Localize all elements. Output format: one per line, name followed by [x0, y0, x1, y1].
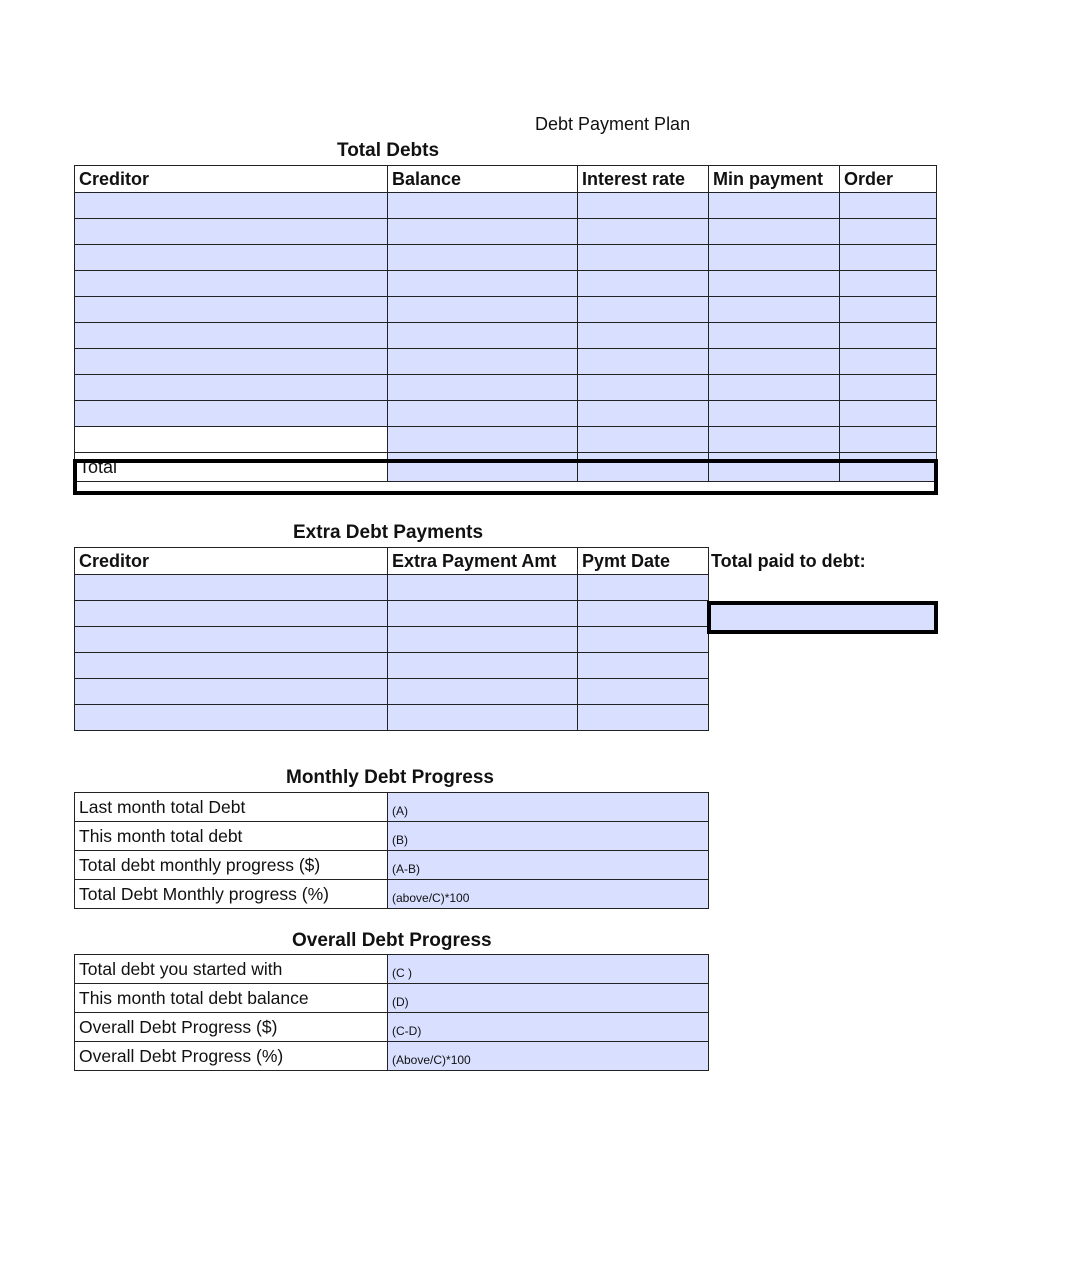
creditor-cell[interactable]: [75, 349, 388, 375]
column-header-pymt-date: Pymt Date: [578, 548, 709, 575]
total-row: [75, 453, 937, 482]
creditor-cell[interactable]: [75, 705, 388, 731]
balance-cell[interactable]: [388, 401, 578, 427]
order-cell[interactable]: [840, 323, 937, 349]
table-row: [75, 653, 709, 679]
progress-value-cell[interactable]: (A): [388, 793, 709, 822]
min-payment-cell[interactable]: [709, 271, 840, 297]
total-debts-table: [74, 165, 937, 482]
table-row: [75, 1013, 709, 1042]
min-payment-cell[interactable]: [709, 375, 840, 401]
progress-value-cell[interactable]: (above/C)*100: [388, 880, 709, 909]
table-row: [75, 822, 709, 851]
total-debts-title: Total Debts: [337, 140, 440, 161]
balance-cell[interactable]: [388, 219, 578, 245]
order-cell[interactable]: [840, 271, 937, 297]
creditor-cell[interactable]: [75, 297, 388, 323]
column-header-creditor: Creditor: [75, 548, 388, 575]
progress-value-cell[interactable]: (C ): [388, 955, 709, 984]
extra-payment-amt-cell[interactable]: [388, 705, 578, 731]
min-payment-cell[interactable]: [709, 219, 840, 245]
extra-payment-amt-cell[interactable]: [388, 679, 578, 705]
pymt-date-cell[interactable]: [578, 653, 709, 679]
total-interest-rate-cell[interactable]: [578, 453, 709, 482]
progress-value-cell[interactable]: (C-D): [388, 1013, 709, 1042]
creditor-cell[interactable]: [75, 679, 388, 705]
order-cell[interactable]: [840, 401, 937, 427]
progress-label: This month total debt: [75, 822, 388, 851]
progress-label: Total debt you started with: [75, 955, 388, 984]
balance-cell[interactable]: [388, 245, 578, 271]
min-payment-cell[interactable]: [709, 401, 840, 427]
order-cell[interactable]: [840, 219, 937, 245]
interest-rate-cell[interactable]: [578, 271, 709, 297]
table-row: [75, 880, 709, 909]
extra-payments-title: Extra Debt Payments: [293, 522, 484, 543]
interest-rate-cell[interactable]: [578, 219, 709, 245]
table-row: [75, 297, 937, 323]
progress-label: Overall Debt Progress (%): [75, 1042, 388, 1071]
creditor-cell[interactable]: [75, 401, 388, 427]
balance-cell[interactable]: [388, 349, 578, 375]
table-row: [75, 793, 709, 822]
balance-cell[interactable]: [388, 193, 578, 219]
balance-cell[interactable]: [388, 271, 578, 297]
table-row: [75, 193, 937, 219]
table-row: [75, 349, 937, 375]
table-row: [75, 705, 709, 731]
progress-value-cell[interactable]: (A-B): [388, 851, 709, 880]
table-row: [75, 679, 709, 705]
table-row: [75, 1042, 709, 1071]
total-min-payment-cell[interactable]: [709, 453, 840, 482]
balance-cell[interactable]: [388, 323, 578, 349]
progress-label: Total Debt Monthly progress (%): [75, 880, 388, 909]
table-row: [75, 575, 709, 601]
column-header-balance: Balance: [388, 166, 578, 193]
creditor-cell[interactable]: [75, 601, 388, 627]
extra-payment-amt-cell[interactable]: [388, 627, 578, 653]
table-row: [75, 271, 937, 297]
total-label: Total: [75, 453, 388, 482]
order-cell[interactable]: [840, 427, 937, 453]
extra-payment-amt-cell[interactable]: [388, 601, 578, 627]
column-header-interest-rate: Interest rate: [578, 166, 709, 193]
monthly-progress-table: [74, 792, 709, 909]
interest-rate-cell[interactable]: [578, 401, 709, 427]
table-row: [75, 323, 937, 349]
creditor-cell[interactable]: [75, 375, 388, 401]
creditor-cell[interactable]: [75, 627, 388, 653]
progress-label: Total debt monthly progress ($): [75, 851, 388, 880]
creditor-cell[interactable]: [75, 271, 388, 297]
total-paid-field[interactable]: [707, 601, 938, 634]
total-balance-cell[interactable]: [388, 453, 578, 482]
table-row: [75, 375, 937, 401]
column-header-extra-payment-amt: Extra Payment Amt: [388, 548, 578, 575]
creditor-cell[interactable]: [75, 575, 388, 601]
column-header-min-payment: Min payment: [709, 166, 840, 193]
interest-rate-cell[interactable]: [578, 427, 709, 453]
column-header-order: Order: [840, 166, 937, 193]
creditor-cell[interactable]: [75, 323, 388, 349]
progress-label: This month total debt balance: [75, 984, 388, 1013]
balance-cell[interactable]: [388, 375, 578, 401]
extra-payment-amt-cell[interactable]: [388, 575, 578, 601]
order-cell[interactable]: [840, 245, 937, 271]
progress-value-cell[interactable]: (B): [388, 822, 709, 851]
creditor-cell[interactable]: [75, 193, 388, 219]
overall-progress-table: [74, 954, 709, 1071]
table-row: [75, 601, 709, 627]
progress-label: Last month total Debt: [75, 793, 388, 822]
balance-cell[interactable]: [388, 297, 578, 323]
table-row: [75, 984, 709, 1013]
creditor-cell[interactable]: [75, 427, 388, 453]
progress-label: Overall Debt Progress ($): [75, 1013, 388, 1042]
pymt-date-cell[interactable]: [578, 705, 709, 731]
pymt-date-cell[interactable]: [578, 627, 709, 653]
interest-rate-cell[interactable]: [578, 323, 709, 349]
interest-rate-cell[interactable]: [578, 297, 709, 323]
balance-cell[interactable]: [388, 427, 578, 453]
table-row: [75, 851, 709, 880]
extra-payments-table: [74, 547, 709, 731]
pymt-date-cell[interactable]: [578, 679, 709, 705]
creditor-cell[interactable]: [75, 653, 388, 679]
table-row: [75, 401, 937, 427]
creditor-cell[interactable]: [75, 245, 388, 271]
monthly-progress-title: Monthly Debt Progress: [286, 767, 494, 788]
min-payment-cell[interactable]: [709, 193, 840, 219]
pymt-date-cell[interactable]: [578, 575, 709, 601]
interest-rate-cell[interactable]: [578, 193, 709, 219]
min-payment-cell[interactable]: [709, 297, 840, 323]
progress-value-cell[interactable]: (Above/C)*100: [388, 1042, 709, 1071]
creditor-cell[interactable]: [75, 219, 388, 245]
table-row: [75, 245, 937, 271]
table-row: [75, 427, 937, 453]
interest-rate-cell[interactable]: [578, 245, 709, 271]
interest-rate-cell[interactable]: [578, 349, 709, 375]
column-header-creditor: Creditor: [75, 166, 388, 193]
progress-value-cell[interactable]: (D): [388, 984, 709, 1013]
total-order-cell[interactable]: [840, 453, 937, 482]
extra-payment-amt-cell[interactable]: [388, 653, 578, 679]
document-title: Debt Payment Plan: [535, 114, 691, 134]
order-cell[interactable]: [840, 193, 937, 219]
table-row: [75, 955, 709, 984]
min-payment-cell[interactable]: [709, 427, 840, 453]
interest-rate-cell[interactable]: [578, 375, 709, 401]
order-cell[interactable]: [840, 375, 937, 401]
total-paid-label: Total paid to debt:: [711, 551, 866, 571]
min-payment-cell[interactable]: [709, 349, 840, 375]
order-cell[interactable]: [840, 297, 937, 323]
table-row: [75, 219, 937, 245]
order-cell[interactable]: [840, 349, 937, 375]
min-payment-cell[interactable]: [709, 245, 840, 271]
table-row: [75, 627, 709, 653]
min-payment-cell[interactable]: [709, 323, 840, 349]
overall-progress-title: Overall Debt Progress: [292, 930, 492, 951]
pymt-date-cell[interactable]: [578, 601, 709, 627]
